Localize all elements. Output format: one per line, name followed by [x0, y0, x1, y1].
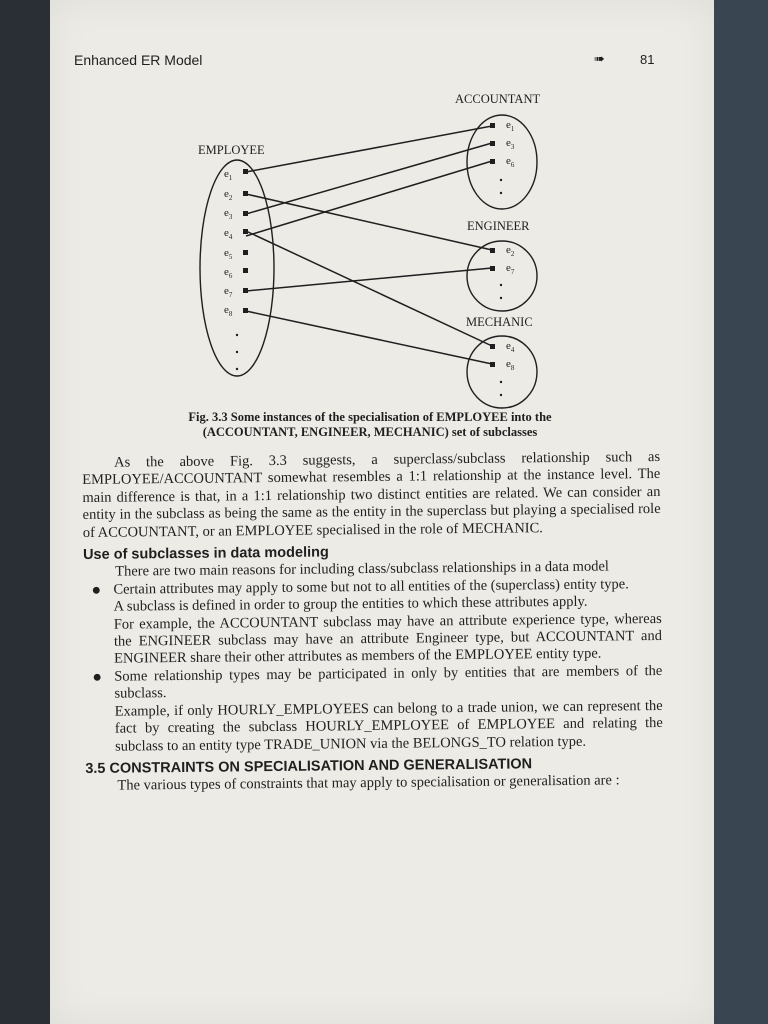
employee-instance-e4: $e_4$ [224, 227, 233, 241]
link-e6-accountant [246, 161, 492, 236]
employee-point-e8 [243, 308, 248, 313]
mechanic-set-ellipse [467, 336, 537, 408]
engineer-instance-e7: $e_7$ [506, 262, 515, 276]
bullet-1-text: Certain attributes may apply to some but not to all entities of the (superclass) entity type. [113, 576, 629, 598]
employee-point-e4 [243, 229, 248, 234]
employee-instance-e5: $e_5$ [224, 247, 233, 261]
arrow-icon: ➠ [594, 51, 605, 66]
engineer-set-ellipse [467, 241, 537, 311]
link-e8-mechanic [246, 311, 492, 364]
bullet-1-paragraph-3: For example, the ACCOUNTANT subclass may have an attribute experience type, whereas the ENGINEER subclass may have an attribute Engineer type, but ACCOUNTANT and ENGINEER share their other attributes as members of the EMPLOYEE entity type. [113, 610, 663, 668]
employee-instance-e7: $e_7$ [224, 285, 233, 299]
employee-ellipsis-dot [236, 351, 238, 353]
employee-point-e5 [243, 250, 248, 255]
body-text [82, 449, 664, 796]
subclass-label-mechanic: MECHANIC [466, 315, 533, 329]
specialisation-diagram [50, 0, 714, 420]
background-right [708, 0, 768, 1024]
accountant-ellipsis-dot [500, 179, 502, 181]
section-heading-subclasses: Use of subclasses in data modeling [82, 544, 329, 564]
bullet-icon: ● [91, 581, 102, 599]
mechanic-instance-e8: $e_8$ [506, 358, 515, 372]
link-e7-engineer [246, 268, 492, 291]
caption-line-1: Fig. 3.3 Some instances of the specialisation of EMPLOYEE into the [188, 410, 552, 424]
employee-instance-e3: $e_3$ [224, 207, 233, 221]
mechanic-point-e4 [490, 344, 495, 349]
bullet-icon: ● [92, 668, 103, 686]
caption-line-2: (ACCOUNTANT, ENGINEER, MECHANIC) set of subclasses [202, 425, 538, 439]
link-e1-accountant [246, 126, 492, 172]
paragraph-1: As the above Fig. 3.3 suggests, a superclass/subclass relationship such as EMPLOYEE/ACCOUNTANT somewhat resembles a 1:1 relationship at the instance level. The main difference is that, in a 1:1 relationship two distinct entities are related. We can consider an entity in the subclass as being the same as the entity in the superclass but playing a specialised role of ACCOUNTANT, or an EMPLOYEE specialised in the role of MECHANIC. [82, 448, 661, 541]
list-item [91, 576, 663, 669]
subclass-label-engineer: ENGINEER [467, 219, 530, 233]
accountant-point-e6 [490, 159, 495, 164]
paragraph-2: There are two main reasons for including class/subclass relationships in a data model [115, 558, 609, 581]
mechanic-ellipsis-dot [500, 381, 502, 383]
book-page [50, 0, 714, 1024]
figure-caption [120, 410, 620, 440]
employee-ellipsis-dot [236, 368, 238, 370]
mechanic-ellipsis-dot [500, 394, 502, 396]
accountant-ellipsis-dot [500, 192, 502, 194]
link-e3-accountant [246, 143, 492, 214]
subclass-label-accountant: ACCOUNTANT [455, 92, 541, 106]
accountant-instance-e1: $e_1$ [506, 119, 515, 133]
employee-set-ellipse [200, 160, 274, 376]
engineer-ellipsis-dot [500, 284, 502, 286]
employee-instance-e6: $e_6$ [224, 266, 233, 280]
bullet-2-paragraph-2: Example, if only HOURLY_EMPLOYEES can belong to a trade union, we can represent the fact by creating the subclass HOURLY_EMPLOYEE of EMPLOYEE and relating the subclass to an entity type TRADE_UNION via the BELONGS_TO relation type. [114, 697, 663, 755]
employee-point-e7 [243, 288, 248, 293]
accountant-instance-e6: $e_6$ [506, 155, 515, 169]
employee-point-e1 [243, 169, 248, 174]
employee-instance-e1: $e_1$ [224, 168, 233, 182]
accountant-point-e1 [490, 123, 495, 128]
paragraph-3: The various types of constraints that may apply to specialisation or generalisation are : [117, 772, 620, 794]
engineer-ellipsis-dot [500, 297, 502, 299]
employee-point-e6 [243, 268, 248, 273]
mechanic-point-e8 [490, 362, 495, 367]
page-number: 81 [640, 52, 655, 67]
accountant-point-e3 [490, 141, 495, 146]
employee-instance-e2: $e_2$ [224, 188, 233, 202]
employee-point-e3 [243, 211, 248, 216]
employee-point-e2 [243, 191, 248, 196]
link-e2-engineer [246, 194, 492, 250]
reasons-list [83, 576, 663, 756]
employee-ellipsis-dot [236, 334, 238, 336]
accountant-instance-e3: $e_3$ [506, 137, 515, 151]
mechanic-instance-e4: $e_4$ [506, 340, 515, 354]
engineer-point-e7 [490, 266, 495, 271]
superclass-label: EMPLOYEE [198, 143, 265, 157]
list-item [92, 662, 663, 756]
engineer-point-e2 [490, 248, 495, 253]
engineer-instance-e2: $e_2$ [506, 244, 515, 258]
employee-instance-e8: $e_8$ [224, 304, 233, 318]
link-e4-mechanic [246, 231, 492, 346]
section-heading-constraints: 3.5 CONSTRAINTS ON SPECIALISATION AND GENERALISATION [85, 756, 533, 777]
bullet-2-text: Some relationship types may be participated in only by entities that are members of the subclass. [114, 662, 663, 702]
bullet-1-paragraph-2: A subclass is defined in order to group the entities to which these attributes apply. [113, 593, 588, 615]
chapter-title: Enhanced ER Model [74, 52, 203, 68]
